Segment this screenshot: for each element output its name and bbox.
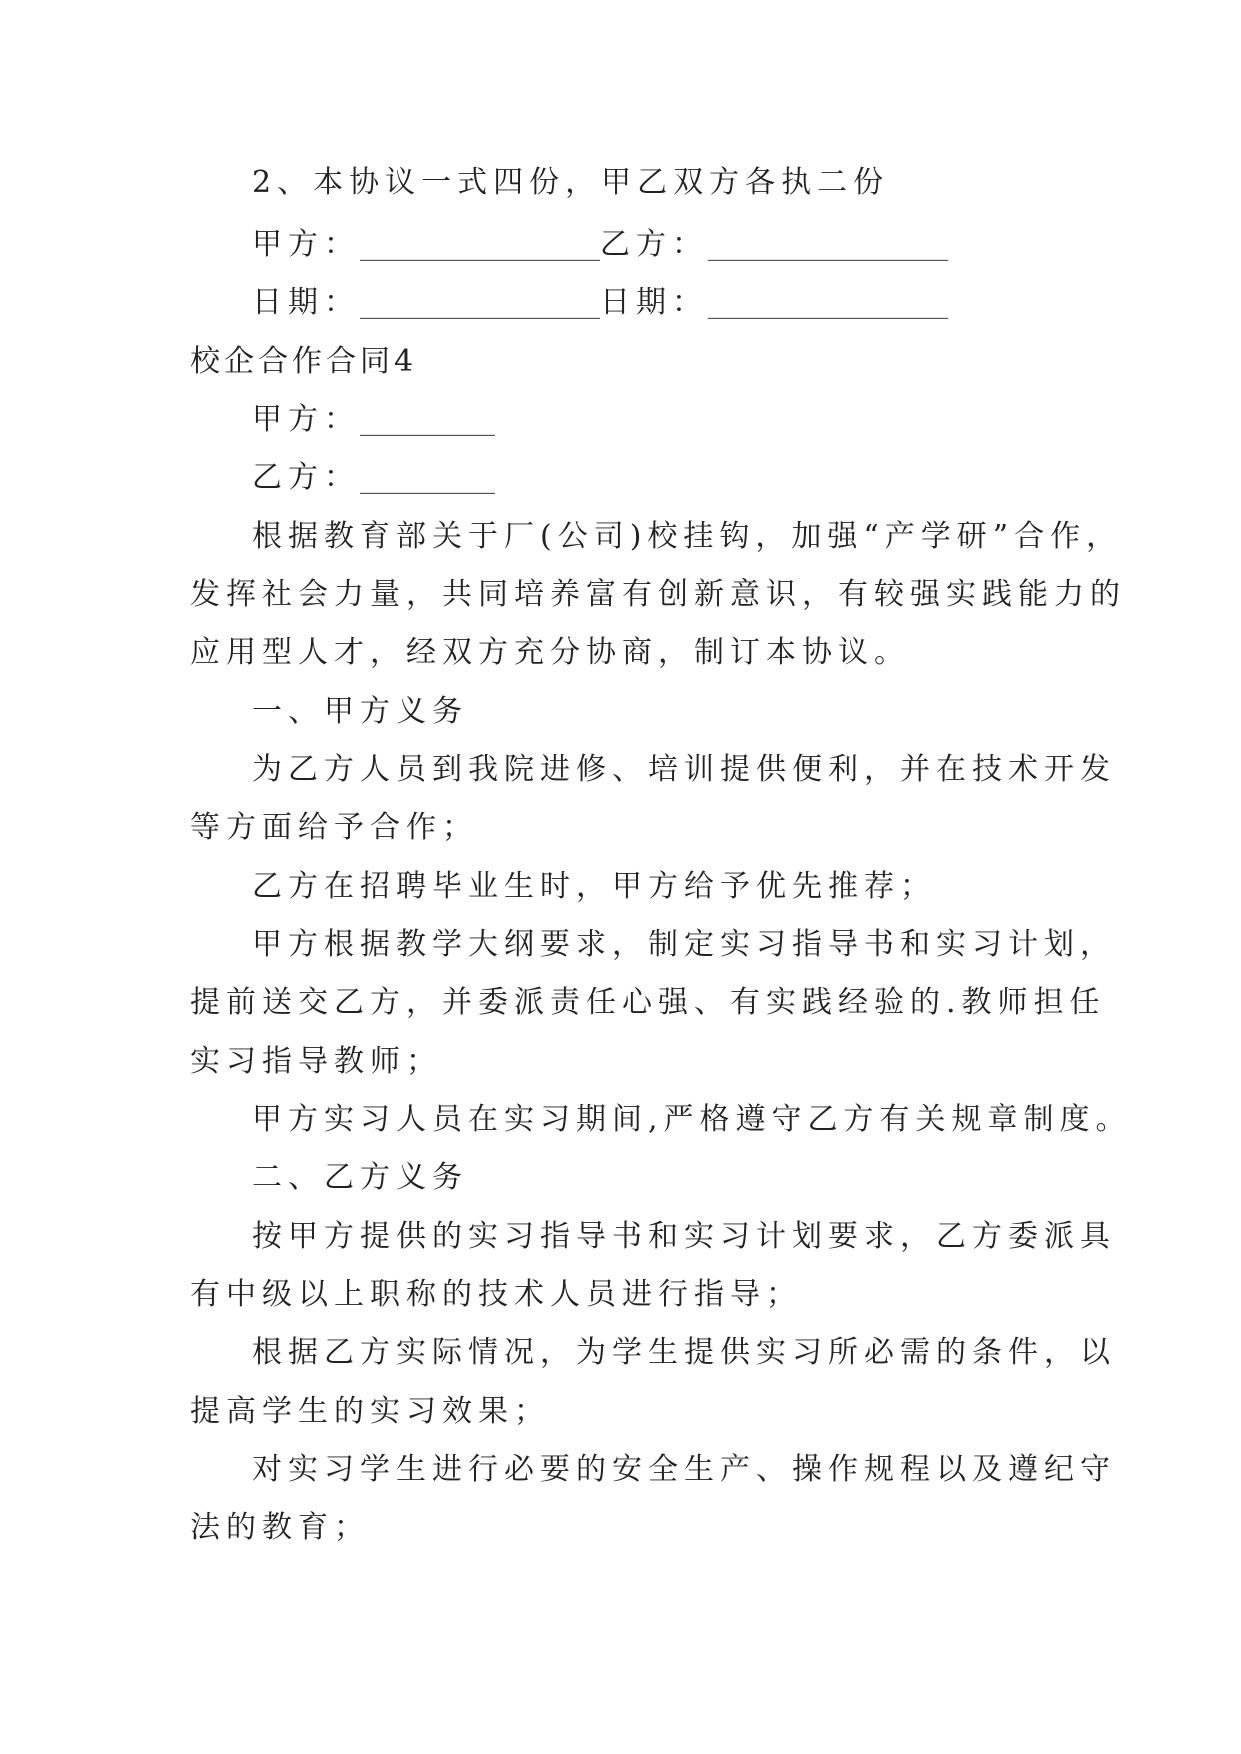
section1-item2-line1: 乙方在招聘毕业生时，甲方给予优先推荐；	[252, 869, 936, 904]
party-a-blank: ________________	[360, 227, 600, 262]
section1-item4-line1: 甲方实习人员在实习期间,严格遵守乙方有关规章制度。	[252, 1102, 1132, 1137]
date-a-label: 日期：	[252, 285, 360, 320]
contract-title: 校企合作合同4	[190, 344, 418, 379]
section2-item2-line1: 根据乙方实际情况，为学生提供实习所必需的条件，以	[252, 1335, 1116, 1370]
date-b-label: 日期：	[600, 285, 708, 320]
contract4-party-a-blank: _________	[360, 402, 495, 437]
contract4-party-b-line	[252, 458, 495, 498]
preamble-line-1: 根据教育部关于厂(公司)校挂钩，加强“产学研”合作，	[252, 519, 1123, 554]
preamble-line-2: 发挥社会力量，共同培养富有创新意识，有较强实践能力的	[190, 577, 1126, 612]
section2-item3-line1: 对实习学生进行必要的安全生产、操作规程以及遵纪守	[252, 1452, 1116, 1487]
section1-item1-line2: 等方面给予合作；	[190, 810, 478, 845]
section1-item3-line3: 实习指导教师；	[190, 1044, 442, 1079]
party-a-label: 甲方：	[252, 227, 360, 262]
party-b-label: 乙方：	[600, 227, 708, 262]
section1-item3-line2: 提前送交乙方，并委派责任心强、有实践经验的.教师担任	[190, 985, 1106, 1020]
contract4-party-a-label: 甲方：	[252, 402, 360, 437]
preamble-line-3: 应用型人才，经双方充分协商，制订本协议。	[190, 635, 910, 670]
section1-item3-line1: 甲方根据教学大纲要求，制定实习指导书和实习计划，	[252, 927, 1116, 962]
section2-item1-line1: 按甲方提供的实习指导书和实习计划要求，乙方委派具	[252, 1219, 1116, 1254]
date-b-blank: ________________	[708, 285, 948, 320]
section2-item2-line2: 提高学生的实习效果；	[190, 1394, 550, 1429]
section2-heading: 二、乙方义务	[252, 1160, 468, 1195]
section2-item3-line2: 法的教育；	[190, 1510, 370, 1545]
contract4-party-b-blank: _________	[360, 460, 495, 495]
date-signature-line	[252, 283, 948, 323]
date-a-blank: ________________	[360, 285, 600, 320]
section2-item1-line2: 有中级以上职称的技术人员进行指导；	[190, 1277, 802, 1312]
contract4-party-b-label: 乙方：	[252, 460, 360, 495]
clause-copies: 2、本协议一式四份，甲乙双方各执二份	[252, 165, 890, 200]
section1-heading: 一、甲方义务	[252, 694, 468, 729]
party-b-blank: ________________	[708, 227, 948, 262]
party-a-signature-line	[252, 225, 948, 265]
section1-item1-line1: 为乙方人员到我院进修、培训提供便利，并在技术开发	[252, 752, 1116, 787]
contract4-party-a-line	[252, 400, 495, 440]
